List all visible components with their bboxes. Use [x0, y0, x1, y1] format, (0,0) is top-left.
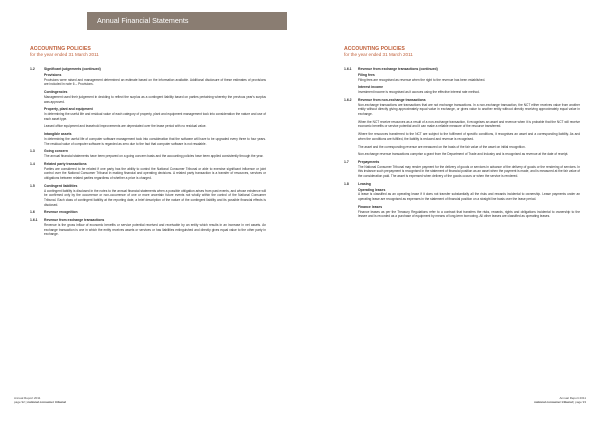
subsection-title: Finance leases: [358, 204, 383, 209]
section-number: 1.6.1: [344, 67, 352, 71]
footer-report-label: Annual Report 2011: [14, 396, 41, 400]
section-number: 1.8: [344, 181, 349, 186]
section-title: Revenue from exchange transactions (continued): [358, 67, 438, 71]
section-number: 1.4: [30, 161, 35, 166]
section-number: 1.7: [344, 159, 349, 164]
footer-report-label: Annual Report 2011: [559, 396, 586, 400]
paragraph: Non-exchange transactions are transactions that are not exchange transactions. In a non-exchange transaction, the NCT either receives value from another entity without directly giving approximately equal value in exchange, or gives value to another entity without directly receiving approximately equal value in exchange.: [358, 102, 580, 116]
left-page-column: [30, 46, 266, 240]
section-number: 1.3: [30, 149, 35, 154]
section-1-2: [30, 67, 266, 146]
section-1-3: [30, 149, 266, 159]
section-number: 1.5: [30, 183, 35, 188]
subsection-title: Provisions: [44, 72, 62, 77]
footer-org-name: national consumer tribunal: [27, 400, 66, 404]
page-subheading: for the year ended 31 March 2011: [344, 52, 413, 57]
subsection-title: Filing fees: [358, 72, 375, 77]
banner-title: Annual Financial Statements: [97, 16, 189, 25]
section-title: Contingent liabilities: [44, 183, 78, 188]
section-number: 1.6: [30, 210, 35, 215]
section-1-5: [30, 184, 266, 208]
subsection-title: Contingencies: [44, 90, 68, 94]
paragraph: The asset and the corresponding revenue are measured on the basis of the fair value of the asset on initial recognition.: [358, 144, 526, 149]
section-title: Revenue from non-exchange transactions: [358, 97, 426, 102]
footer-page-number: page 92 |: [14, 400, 27, 404]
footer-right: [534, 396, 586, 404]
section-1-8: [344, 182, 580, 219]
page-subheading: for the year ended 31 March 2011: [30, 52, 99, 57]
subsection-title: Interest income: [358, 85, 384, 90]
subsection-title: Property, plant and equipment: [44, 107, 93, 112]
paragraph: Parties are considered to be related if one party has the ability to control the National Consumer Tribunal or able to exercise significant influence or joint control over the National Consumer Tribunal in making financial and operating decisions. A related party transaction is a transfer of resources, services or obligations between related parties regardless of whether a price is charged.: [44, 166, 266, 181]
section-number: 1.6.1: [30, 218, 38, 223]
section-number: 1.6.2: [344, 97, 352, 102]
footer-page-number: | page 93: [573, 400, 586, 404]
paragraph: In determining the useful life and residual value of each category of property, plant and equipment management took into consideration the nature and use of each asset type.: [44, 112, 266, 121]
paragraph: Revenue is the gross inflow of economic benefits or service potential received and receivable by an entity which results in an increase in net assets. An exchange transaction is one in which the entity receives assets or services or has liabilities extinguished and directly gives equal value to the other party in exchange.: [44, 222, 266, 237]
section-title: Related party transactions: [44, 161, 87, 166]
right-page-column: [344, 46, 580, 222]
section-1-4: [30, 162, 266, 181]
subsection-title: Operating leases: [358, 187, 386, 192]
paragraph: Investment income is recognised as it accrues using the effective interest rate method.: [358, 90, 480, 95]
paragraph: The annual financial statements have been prepared on a going concern basis and the accounting policies have been applied consistently through the year.: [44, 154, 264, 159]
section-1-6: [30, 210, 266, 215]
paragraph: Provisions were raised and management determined an estimate based on the information available. Additional disclosure of these estimates of provisions are included in note 6 – Provisions.: [44, 77, 266, 87]
paragraph: Leased office equipment and leasehold improvements are depreciated over the lease period with no residual value.: [44, 124, 207, 129]
paragraph: In determining the useful life of computer software management took into consideration that the software will have to be upgraded every three to four years. The residual value of computer software is regarded as zero due to the fact that computer software is not resalable.: [44, 136, 266, 146]
subsection-title: Intangible assets: [44, 132, 72, 137]
section-title: Leasing: [358, 181, 371, 186]
section-1-6-2: [344, 98, 580, 157]
section-title: Revenue from exchange transactions: [44, 218, 105, 223]
section-title: Going concern: [44, 149, 68, 154]
footer-org-name: national consumer tribunal: [534, 400, 573, 404]
section-title: Revenue recognition: [44, 210, 78, 215]
paragraph: Filing fees are recognised as revenue when the right to the revenue has been established.: [358, 77, 486, 82]
paragraph: Where the resources transferred to the NCT are subject to the fulfilment of specific conditions, it recognises an asset and a corresponding liability. As and when the conditions are fulfilled, the liability is reduced and revenue is recognised.: [358, 132, 580, 141]
section-number: 1.2: [30, 67, 35, 71]
paragraph: The National Consumer Tribunal may render payment for the delivery of goods or services in advance of the delivery of goods or the rendering of services. In this instance such prepayment is recognised in the statement of financial position as an asset when the payment is made, and is measured at the fair value of the consideration paid. The asset is expensed when delivery of the goods occurs or when the service is rendered.: [358, 164, 581, 179]
footer-page-line: [534, 400, 586, 404]
section-banner: [87, 12, 287, 30]
section-1-6-1: [30, 218, 266, 237]
footer-page-line: [14, 400, 66, 404]
paragraph: Management used their judgement in deciding to reflect the surplus as a contingent liability based on parties pertaining whereby the previous year's surplus was approved.: [44, 94, 266, 104]
paragraph: A lease is classified as an operating lease if it does not transfer substantially all the risks and rewards incidental to ownership. Lease payments under an operating lease are recognised as expenses in the statement of financial position on a straight line basis over the lease period.: [358, 192, 580, 202]
section-1-7: [344, 160, 580, 179]
footer-left: [14, 396, 66, 404]
section-title: Significant judgements (continued): [44, 67, 101, 71]
page-heading: ACCOUNTING POLICIES: [344, 46, 405, 52]
paragraph: Non-exchange revenue transactions comprise a grant from the Department of Trade and Industry and is recognised as revenue at the date of receipt.: [358, 152, 569, 157]
section-title: Prepayments: [358, 159, 380, 164]
paragraph: When the NCT receive resources as a result of a non-exchange transaction, it recognises an asset and revenue when it is probable that the NCT will receive economic benefits or service potential and it can make a reliable measure of the resource transferred.: [358, 119, 580, 129]
paragraph: Finance leases as per the Treasury Regulations refer to a contract that transfers the risks, rewards, rights and obligations incidental to ownership to the lessee and is recorded as a purchase of equipment by means of long-term borrowing. All other leases are classified as operating leases.: [358, 209, 580, 219]
paragraph: A contingent liability is disclosed in the notes to the annual financial statements when a possible obligation arises from past events, and whose existence will be confirmed only by the occurrence or non-occurrence of one or more uncertain future events not wholly within the control of the National Consumer Tribunal. Each class of contingent liability at the reporting date, a brief description of the nature of the contingent liability and its possible financial effects is disclosed.: [44, 188, 266, 207]
section-1-6-1-continued: [344, 67, 580, 95]
page-heading: ACCOUNTING POLICIES: [30, 46, 91, 52]
